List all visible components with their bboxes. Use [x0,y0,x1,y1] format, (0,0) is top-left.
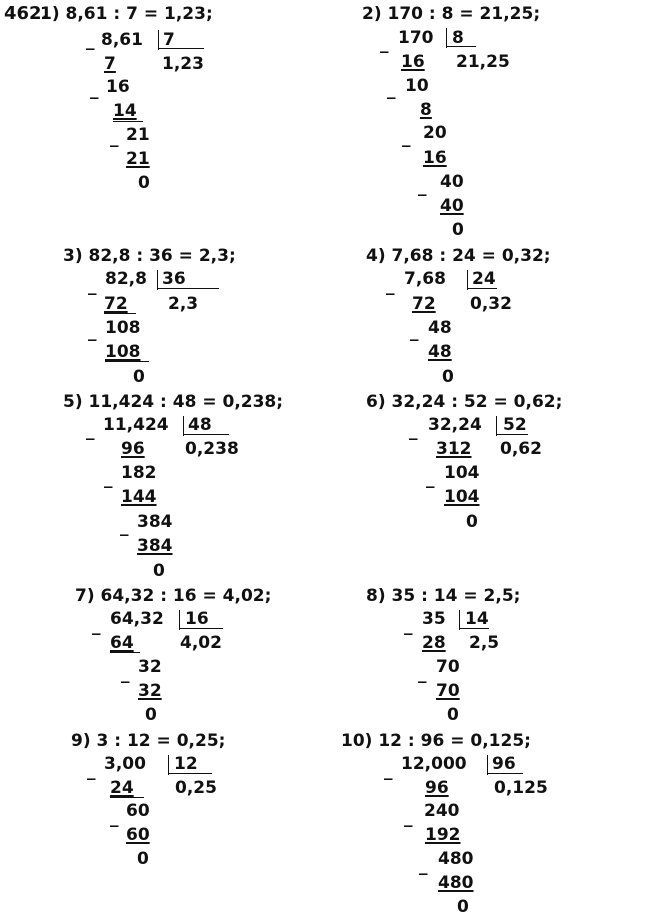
remainder-7a: 32 [138,657,162,677]
divisor-1: 7 [163,30,175,50]
subtrahend-2c: 16 [423,148,447,168]
dividend-5: 11,424 [103,415,169,435]
dividend-1: 8,61 [101,30,143,50]
final-remainder-8: 0 [447,705,459,725]
subtrahend-1c: 21 [126,149,150,169]
minus-sign: _ [404,808,413,828]
subtrahend-10b: 192 [425,825,461,845]
quotient-5: 0,238 [185,439,239,459]
subtrahend-10c: 480 [438,873,474,893]
final-remainder-9: 0 [137,849,149,869]
final-remainder-10: 0 [457,897,469,917]
final-remainder-2: 0 [452,220,464,240]
minus-sign: _ [120,517,129,537]
minus-sign: _ [426,469,435,489]
minus-sign: _ [404,616,413,636]
subtrahend-5c: 384 [137,536,173,556]
subtrahend-7b: 32 [138,681,162,701]
final-remainder-6: 0 [466,512,478,532]
minus-sign: _ [386,276,395,296]
final-remainder-5: 0 [153,561,165,581]
division-bar-horizontal [459,628,489,629]
divisor-2: 8 [452,28,464,48]
subtrahend-4a: 72 [412,294,436,314]
minus-sign: _ [92,616,101,636]
divisor-10: 96 [492,754,516,774]
divisor-5: 48 [188,415,212,435]
quotient-4: 0,32 [470,294,512,314]
division-bar-vertical [487,755,488,775]
minus-sign: _ [387,80,396,100]
minus-sign: _ [418,177,427,197]
divisor-8: 14 [465,609,489,629]
subtrahend-1a: 7 [104,54,116,74]
minus-sign: _ [88,276,97,296]
final-remainder-3: 0 [133,367,145,387]
divisor-4: 24 [472,269,496,289]
remainder-10b: 480 [438,849,474,869]
division-bar-vertical [158,30,159,50]
division-bar-vertical [467,270,468,290]
equation-3: 3) 82,8 : 36 = 2,3; [63,246,236,266]
dividend-3: 82,8 [105,269,147,289]
minus-sign: _ [88,322,97,342]
remainder-5a: 182 [121,463,157,483]
minus-sign: _ [86,31,95,51]
minus-sign: _ [104,469,113,489]
division-bar-horizontal [179,628,223,629]
remainder-2c: 40 [440,172,464,192]
subtrahend-9a: 24 [110,778,134,798]
division-bar-vertical [157,270,158,290]
underline [113,121,143,122]
remainder-3a: 108 [105,318,141,338]
underline [104,313,136,314]
underline [110,797,144,798]
division-bar-horizontal [496,434,528,435]
underline [105,361,149,362]
division-bar-horizontal [158,48,204,49]
remainder-8a: 70 [436,657,460,677]
subtrahend-4b: 48 [428,342,452,362]
minus-sign: _ [90,80,99,100]
subtrahend-5b: 144 [121,487,157,507]
subtrahend-1b: 14 [113,101,137,121]
minus-sign: _ [402,128,411,148]
subtrahend-6b: 104 [444,487,480,507]
subtrahend-9b: 60 [126,825,150,845]
dividend-4: 7,68 [404,269,446,289]
equation-9: 9) 3 : 12 = 0,25; [71,731,226,751]
remainder-2a: 10 [405,76,429,96]
minus-sign: _ [110,808,119,828]
quotient-1: 1,23 [162,54,204,74]
minus-sign: _ [384,761,393,781]
remainder-2b: 20 [423,123,447,143]
minus-sign: _ [121,664,130,684]
minus-sign: _ [380,34,389,54]
quotient-10: 0,125 [494,778,548,798]
minus-sign: _ [419,856,428,876]
quotient-8: 2,5 [469,633,500,653]
remainder-1b: 21 [126,125,150,145]
divisor-3: 36 [162,269,186,289]
division-bar-vertical [168,755,169,775]
division-bar-vertical [183,416,184,436]
quotient-7: 4,02 [180,633,222,653]
subtrahend-3a: 72 [104,294,128,314]
subtrahend-5a: 96 [121,439,145,459]
division-bar-horizontal [183,434,229,435]
equation-4: 4) 7,68 : 24 = 0,32; [366,246,551,266]
final-remainder-4: 0 [442,367,454,387]
divisor-7: 16 [185,609,209,629]
dividend-6: 32,24 [428,415,482,435]
division-bar-vertical [496,416,497,436]
minus-sign: _ [410,322,419,342]
dividend-9: 3,00 [104,754,146,774]
subtrahend-2d: 40 [440,196,464,216]
equation-5: 5) 11,424 : 48 = 0,238; [63,392,284,412]
division-bar-horizontal [487,773,523,774]
remainder-4a: 48 [428,318,452,338]
remainder-6a: 104 [444,463,480,483]
dividend-2: 170 [398,28,434,48]
equation-2: 2) 170 : 8 = 21,25; [362,4,541,24]
minus-sign: _ [86,421,95,441]
final-remainder-1: 0 [138,173,150,193]
remainder-9a: 60 [126,801,150,821]
quotient-6: 0,62 [500,439,542,459]
division-bar-horizontal [168,773,212,774]
minus-sign: _ [409,421,418,441]
minus-sign: _ [418,664,427,684]
quotient-2: 21,25 [456,52,510,72]
equation-8: 8) 35 : 14 = 2,5; [366,586,521,606]
remainder-10a: 240 [424,801,460,821]
equation-1: 1) 8,61 : 7 = 1,23; [40,4,213,24]
equation-7: 7) 64,32 : 16 = 4,02; [75,586,272,606]
quotient-3: 2,3 [168,294,199,314]
subtrahend-10a: 96 [425,778,449,798]
subtrahend-3b: 108 [105,342,141,362]
subtrahend-7a: 64 [110,633,134,653]
subtrahend-8a: 28 [422,633,446,653]
subtrahend-2a: 16 [401,52,425,72]
remainder-1a: 16 [106,77,130,97]
division-bar-vertical [179,610,180,630]
dividend-8: 35 [422,609,446,629]
problem-number: 462. [4,3,49,24]
dividend-7: 64,32 [110,609,164,629]
remainder-5b: 384 [137,512,173,532]
division-bar-horizontal [446,46,476,47]
equation-6: 6) 32,24 : 52 = 0,62; [366,392,563,412]
division-bar-horizontal [157,288,219,289]
minus-sign: _ [87,761,96,781]
subtrahend-8b: 70 [436,681,460,701]
equation-10: 10) 12 : 96 = 0,125; [341,731,531,751]
division-bar-horizontal [467,288,497,289]
subtrahend-2b: 8 [420,100,432,120]
quotient-9: 0,25 [175,778,217,798]
subtrahend-6a: 312 [436,439,472,459]
final-remainder-7: 0 [145,705,157,725]
divisor-6: 52 [503,415,527,435]
minus-sign: _ [110,128,119,148]
dividend-10: 12,000 [401,754,467,774]
divisor-9: 12 [174,754,198,774]
division-bar-vertical [459,610,460,630]
underline [110,652,140,653]
division-bar-vertical [446,28,447,48]
